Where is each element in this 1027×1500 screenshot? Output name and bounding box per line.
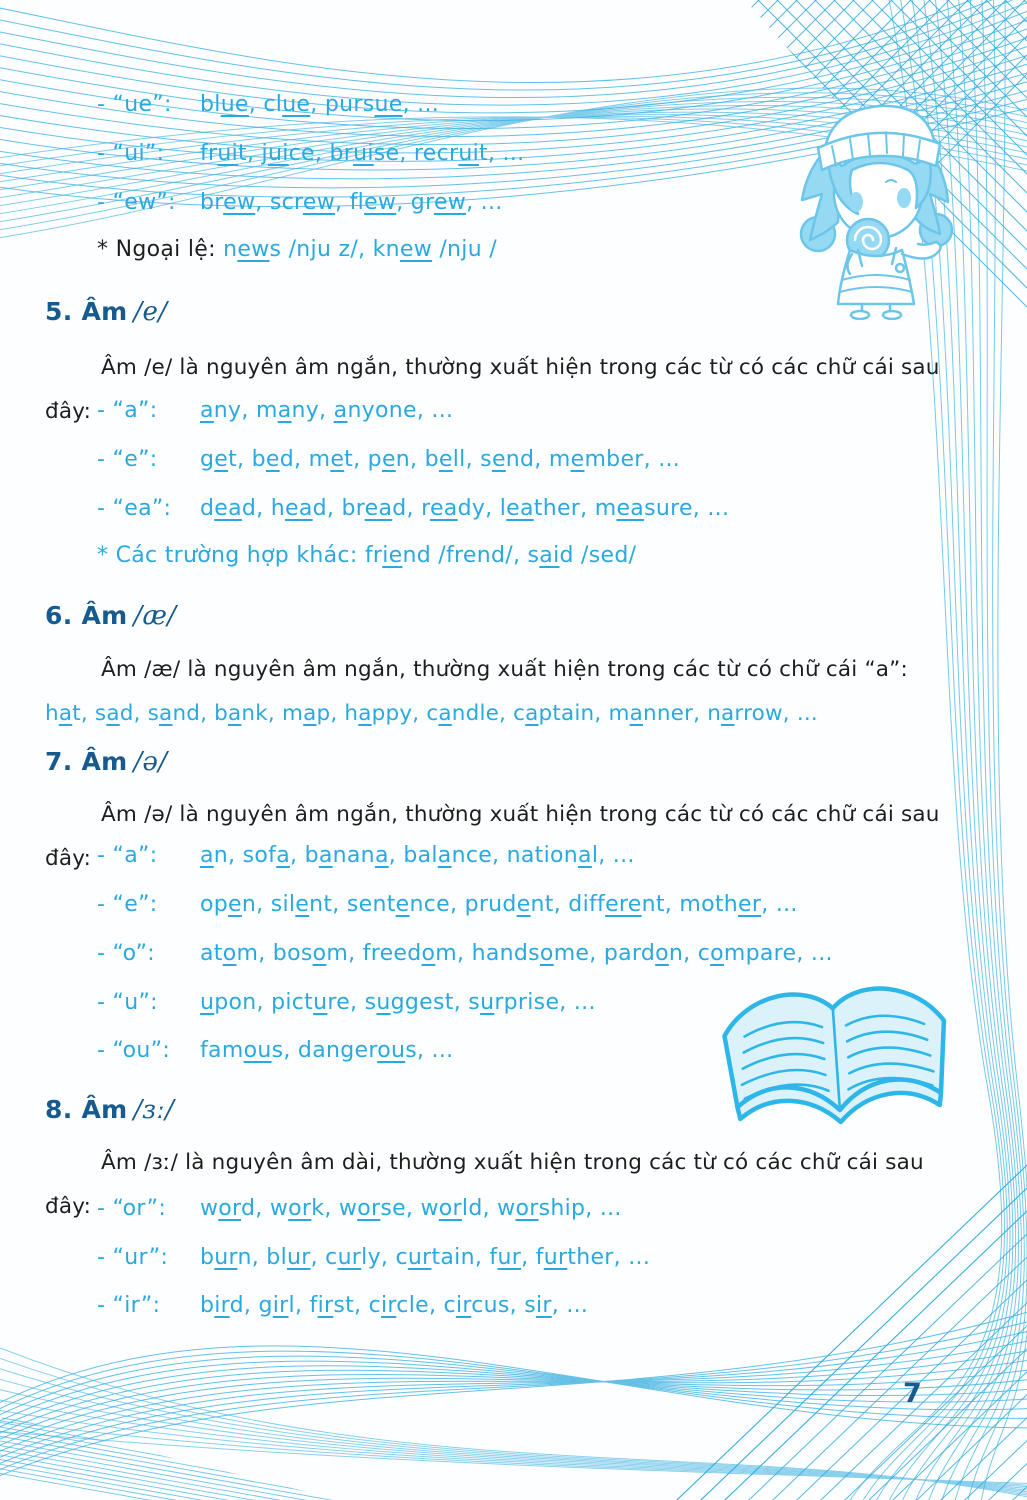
letter-row [97, 447, 680, 472]
open-book-illustration [712, 968, 964, 1140]
letter-key: - “a”: [97, 843, 158, 868]
other-cases-note: * Các trường hợp khác: friend /frend/, said /sed/ [97, 543, 637, 568]
letter-key: - “e”: [97, 447, 158, 472]
section-description: Âm /ə/ là nguyên âm ngắn, thường xuất hiện trong các từ có các chữ cái sau đây: [45, 802, 940, 871]
letter-row [97, 496, 729, 521]
letter-row [97, 190, 503, 215]
example-words: hat, sad, sand, bank, map, happy, candle, captain, manner, narrow, ... [45, 701, 818, 726]
example-words: burn, blur, curly, curtain, fur, further, ... [200, 1245, 651, 1270]
example-words: any, many, anyone, ... [200, 398, 454, 423]
letter-row [97, 92, 439, 117]
section-title: 6. Âm [45, 601, 128, 630]
example-words: open, silent, sentence, prudent, different, mother, ... [200, 892, 798, 917]
girl-lollipop-illustration [788, 82, 966, 320]
letter-row [97, 398, 453, 423]
letter-key: - “or”: [97, 1196, 167, 1221]
description-text: Âm /æ/ là nguyên âm ngắn, thường xuất hiện trong các từ có chữ cái “a”: [101, 657, 908, 682]
letter-key: - “u”: [97, 990, 158, 1015]
example-words: word, work, worse, world, worship, ... [200, 1196, 622, 1221]
section-title: 8. Âm [45, 1095, 128, 1124]
exception-note [97, 237, 497, 262]
section-description: Âm /ɜː/ là nguyên âm dài, thường xuất hiện trong các từ có các chữ cái sau đây: [45, 1150, 924, 1219]
section-heading [45, 601, 176, 631]
example-words: dead, head, bread, ready, leather, measure, ... [200, 496, 730, 521]
example-words: an, sofa, banana, balance, national, ... [200, 843, 635, 868]
example-words: bird, girl, first, circle, circus, sir, ... [200, 1293, 589, 1318]
section-ipa: /ɜː/ [133, 1095, 175, 1125]
section-description [45, 648, 957, 736]
section-heading [45, 747, 167, 777]
section-description: Âm /e/ là nguyên âm ngắn, thường xuất hiện trong các từ có các chữ cái sau đây: [45, 355, 940, 424]
letter-key: - “a”: [97, 398, 158, 423]
letter-key: - “ou”: [97, 1038, 171, 1063]
exception-label: * Ngoại lệ: [97, 237, 224, 262]
letter-key: - “ir”: [97, 1293, 161, 1318]
letter-row [97, 990, 596, 1015]
letter-row [97, 843, 635, 868]
letter-row [97, 1038, 453, 1063]
exception-words: news /nju z/, knew /nju / [223, 237, 497, 262]
example-words: get, bed, met, pen, bell, send, member, ... [200, 447, 681, 472]
letter-key: - “ur”: [97, 1245, 169, 1270]
letter-row [97, 141, 524, 166]
example-words: fruit, juice, bruise, recruit, ... [200, 141, 525, 166]
letter-row [97, 892, 798, 917]
letter-key: - “ue”: [97, 92, 172, 117]
letter-key: - “ew”: [97, 190, 176, 215]
section-ipa: /æ/ [133, 601, 177, 631]
section-ipa: /e/ [133, 297, 168, 327]
letter-key: - “e”: [97, 892, 158, 917]
letter-key: - “ui”: [97, 141, 165, 166]
section-heading [45, 1095, 174, 1125]
section-heading [45, 297, 167, 327]
letter-row [97, 941, 833, 966]
example-words: upon, picture, suggest, surprise, ... [200, 990, 596, 1015]
letter-key: - “ea”: [97, 496, 172, 521]
letter-key: - “o”: [97, 941, 156, 966]
section-title: 5. Âm [45, 297, 128, 326]
letter-row [97, 1293, 588, 1318]
example-words: atom, bosom, freedom, handsome, pardon, compare, ... [200, 941, 833, 966]
page-number: 7 [903, 1378, 923, 1409]
section-title: 7. Âm [45, 747, 128, 776]
example-words: blue, clue, pursue, ... [200, 92, 440, 117]
example-words: brew, screw, flew, grew, ... [200, 190, 503, 215]
letter-row [97, 1196, 622, 1221]
example-words: famous, dangerous, ... [200, 1038, 454, 1063]
letter-row [97, 1245, 650, 1270]
section-ipa: /ə/ [133, 747, 168, 777]
